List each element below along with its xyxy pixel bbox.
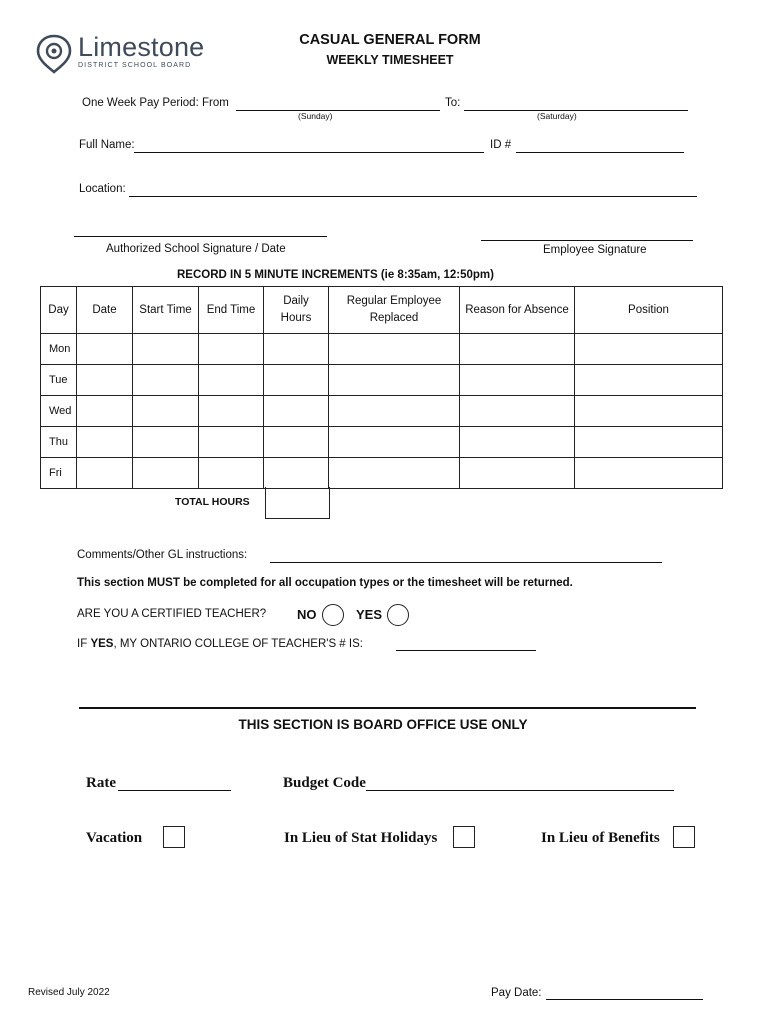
yes-label: YES <box>356 607 383 622</box>
logo-name: Limestone <box>78 32 205 62</box>
certified-question: ARE YOU A CERTIFIED TEACHER? <box>77 608 267 620</box>
form-subtitle: WEEKLY TIMESHEET <box>326 53 454 67</box>
completion-notice: This section MUST be completed for all occupation types or the timesheet will be returned. <box>77 577 573 589</box>
id-label: ID # <box>490 139 512 151</box>
date-cell[interactable] <box>77 427 133 458</box>
pay-period-from-field[interactable] <box>236 110 440 111</box>
daily-hours-cell[interactable] <box>264 427 329 458</box>
position-cell[interactable] <box>575 427 723 458</box>
employee-replaced-cell[interactable] <box>329 458 460 489</box>
total-hours-label: TOTAL HOURS <box>175 496 250 508</box>
employee-signature-label: Employee Signature <box>543 244 647 256</box>
college-number-label: , MY ONTARIO COLLEGE OF TEACHER'S # IS: <box>113 638 363 650</box>
header-date: Date <box>77 287 133 334</box>
full-name-field[interactable] <box>134 152 484 153</box>
if-yes-emphasis: YES <box>90 638 114 650</box>
end-time-cell[interactable] <box>199 365 264 396</box>
reason-cell[interactable] <box>460 458 575 489</box>
position-cell[interactable] <box>575 365 723 396</box>
employee-replaced-cell[interactable] <box>329 334 460 365</box>
no-radio[interactable] <box>322 604 344 626</box>
header-end-time: End Time <box>199 287 264 334</box>
table-header-row <box>41 287 723 334</box>
pay-date-label: Pay Date: <box>491 987 542 999</box>
office-use-heading: THIS SECTION IS BOARD OFFICE USE ONLY <box>238 717 528 732</box>
pay-date-field[interactable] <box>546 999 703 1000</box>
college-number-line <box>77 638 363 650</box>
daily-hours-cell[interactable] <box>264 458 329 489</box>
start-time-cell[interactable] <box>133 334 199 365</box>
employee-signature-field[interactable] <box>481 240 693 241</box>
daily-hours-cell[interactable] <box>264 334 329 365</box>
budget-code-field[interactable] <box>366 790 674 791</box>
start-time-cell[interactable] <box>133 427 199 458</box>
day-label: Fri <box>41 458 77 489</box>
day-label: Thu <box>41 427 77 458</box>
day-label: Mon <box>41 334 77 365</box>
location-label: Location: <box>79 183 126 195</box>
table-row <box>41 365 723 396</box>
start-time-cell[interactable] <box>133 365 199 396</box>
school-signature-label: Authorized School Signature / Date <box>106 243 286 255</box>
college-number-field[interactable] <box>396 650 536 651</box>
date-cell[interactable] <box>77 334 133 365</box>
stat-holidays-label: In Lieu of Stat Holidays <box>284 830 438 846</box>
position-cell[interactable] <box>575 396 723 427</box>
yes-radio[interactable] <box>387 604 409 626</box>
rate-label: Rate <box>86 775 116 791</box>
position-cell[interactable] <box>575 458 723 489</box>
date-cell[interactable] <box>77 396 133 427</box>
table-row <box>41 334 723 365</box>
header-reason-absence: Reason for Absence <box>460 287 575 334</box>
date-cell[interactable] <box>77 458 133 489</box>
employee-replaced-cell[interactable] <box>329 396 460 427</box>
rate-field[interactable] <box>118 790 231 791</box>
logo-subtitle: DISTRICT SCHOOL BOARD <box>78 62 192 69</box>
form-title: CASUAL GENERAL FORM <box>299 32 481 48</box>
header-start-time: Start Time <box>133 287 199 334</box>
employee-replaced-cell[interactable] <box>329 365 460 396</box>
saturday-hint: (Saturday) <box>537 111 577 121</box>
total-hours-field[interactable] <box>265 487 330 519</box>
header-position: Position <box>575 287 723 334</box>
header-employee-replaced: Regular Employee Replaced <box>329 287 460 334</box>
daily-hours-cell[interactable] <box>264 396 329 427</box>
day-label: Wed <box>41 396 77 427</box>
budget-code-label: Budget Code <box>283 775 366 791</box>
revised-date: Revised July 2022 <box>28 987 110 998</box>
pay-period-to-label: To: <box>445 97 461 109</box>
stat-holidays-checkbox[interactable] <box>453 826 475 848</box>
full-name-label: Full Name: <box>79 139 135 151</box>
vacation-label: Vacation <box>86 830 143 846</box>
benefits-checkbox[interactable] <box>673 826 695 848</box>
school-signature-field[interactable] <box>74 236 327 237</box>
timesheet-table <box>40 286 723 489</box>
start-time-cell[interactable] <box>133 458 199 489</box>
table-row <box>41 427 723 458</box>
increments-instruction: RECORD IN 5 MINUTE INCREMENTS (ie 8:35am, 12:50pm) <box>177 269 494 281</box>
location-field[interactable] <box>129 196 697 197</box>
no-label: NO <box>297 607 317 622</box>
day-label: Tue <box>41 365 77 396</box>
reason-cell[interactable] <box>460 427 575 458</box>
pay-period-from-label: One Week Pay Period: From <box>82 97 229 109</box>
if-label: IF <box>77 638 88 650</box>
date-cell[interactable] <box>77 365 133 396</box>
end-time-cell[interactable] <box>199 334 264 365</box>
start-time-cell[interactable] <box>133 396 199 427</box>
reason-cell[interactable] <box>460 334 575 365</box>
end-time-cell[interactable] <box>199 458 264 489</box>
reason-cell[interactable] <box>460 396 575 427</box>
daily-hours-cell[interactable] <box>264 365 329 396</box>
vacation-checkbox[interactable] <box>163 826 185 848</box>
employee-replaced-cell[interactable] <box>329 427 460 458</box>
comments-field[interactable] <box>270 562 662 563</box>
position-cell[interactable] <box>575 334 723 365</box>
end-time-cell[interactable] <box>199 396 264 427</box>
benefits-label: In Lieu of Benefits <box>541 830 660 846</box>
comments-label: Comments/Other GL instructions: <box>77 549 248 561</box>
end-time-cell[interactable] <box>199 427 264 458</box>
header-daily-hours: Daily Hours <box>264 287 329 334</box>
id-field[interactable] <box>516 152 684 153</box>
reason-cell[interactable] <box>460 365 575 396</box>
header-day: Day <box>41 287 77 334</box>
table-row <box>41 396 723 427</box>
table-row <box>41 458 723 489</box>
sunday-hint: (Sunday) <box>298 111 333 121</box>
section-divider <box>79 707 696 709</box>
